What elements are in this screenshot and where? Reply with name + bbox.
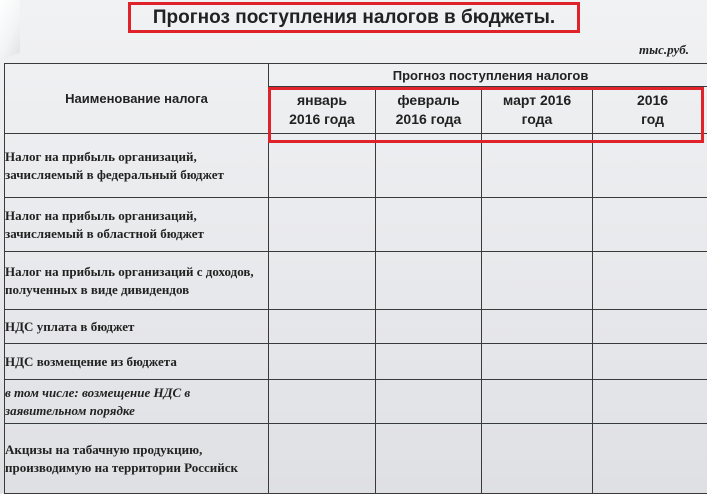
tax-forecast-table — [4, 63, 707, 494]
units-label: тыс.руб. — [639, 42, 689, 58]
forecast-group-header: Прогноз поступления налогов — [269, 64, 707, 87]
value-cell[interactable] — [376, 252, 482, 310]
value-cell[interactable] — [269, 252, 376, 310]
period-header-february: февраль 2016 года — [376, 87, 482, 134]
value-cell[interactable] — [593, 424, 707, 494]
row-label: НДС уплата в бюджет — [5, 310, 269, 344]
value-cell[interactable] — [269, 310, 376, 344]
period-header-january: январь 2016 года — [269, 87, 376, 134]
period-header-year: 2016 год — [593, 87, 707, 134]
value-cell[interactable] — [593, 252, 707, 310]
table-row — [5, 252, 707, 310]
paper-fold — [0, 0, 20, 60]
period-header-march: март 2016 года — [482, 87, 593, 134]
value-cell[interactable] — [376, 424, 482, 494]
table-row — [5, 198, 707, 252]
value-cell[interactable] — [269, 380, 376, 424]
value-cell[interactable] — [376, 198, 482, 252]
value-cell[interactable] — [593, 310, 707, 344]
row-label: Налог на прибыль организаций, зачисляемый в федеральный бюджет — [5, 134, 269, 198]
value-cell[interactable] — [482, 380, 593, 424]
row-label: НДС возмещение из бюджета — [5, 344, 269, 380]
value-cell[interactable] — [376, 134, 482, 198]
table-row — [5, 134, 707, 198]
value-cell[interactable] — [269, 198, 376, 252]
row-label: в том числе: возмещение НДС в заявительном порядке — [5, 380, 269, 424]
value-cell[interactable] — [376, 380, 482, 424]
value-cell[interactable] — [482, 134, 593, 198]
value-cell[interactable] — [482, 198, 593, 252]
value-cell[interactable] — [269, 424, 376, 494]
table-row — [5, 380, 707, 424]
value-cell[interactable] — [482, 424, 593, 494]
value-cell[interactable] — [269, 134, 376, 198]
value-cell[interactable] — [482, 344, 593, 380]
value-cell[interactable] — [482, 310, 593, 344]
value-cell[interactable] — [482, 252, 593, 310]
tax-name-header: Наименование налога — [5, 64, 269, 134]
row-label: Налог на прибыль организаций с доходов, полученных в виде дивидендов — [5, 252, 269, 310]
value-cell[interactable] — [376, 310, 482, 344]
table-row — [5, 344, 707, 380]
document-title: Прогноз поступления налогов в бюджеты. — [128, 2, 580, 33]
value-cell[interactable] — [376, 344, 482, 380]
value-cell[interactable] — [593, 134, 707, 198]
table-row — [5, 424, 707, 494]
table-row — [5, 310, 707, 344]
value-cell[interactable] — [269, 344, 376, 380]
row-label: Акцизы на табачную продукцию, производимую на территории Российск — [5, 424, 269, 494]
value-cell[interactable] — [593, 198, 707, 252]
row-label: Налог на прибыль организаций, зачисляемый в областной бюджет — [5, 198, 269, 252]
value-cell[interactable] — [593, 380, 707, 424]
value-cell[interactable] — [593, 344, 707, 380]
